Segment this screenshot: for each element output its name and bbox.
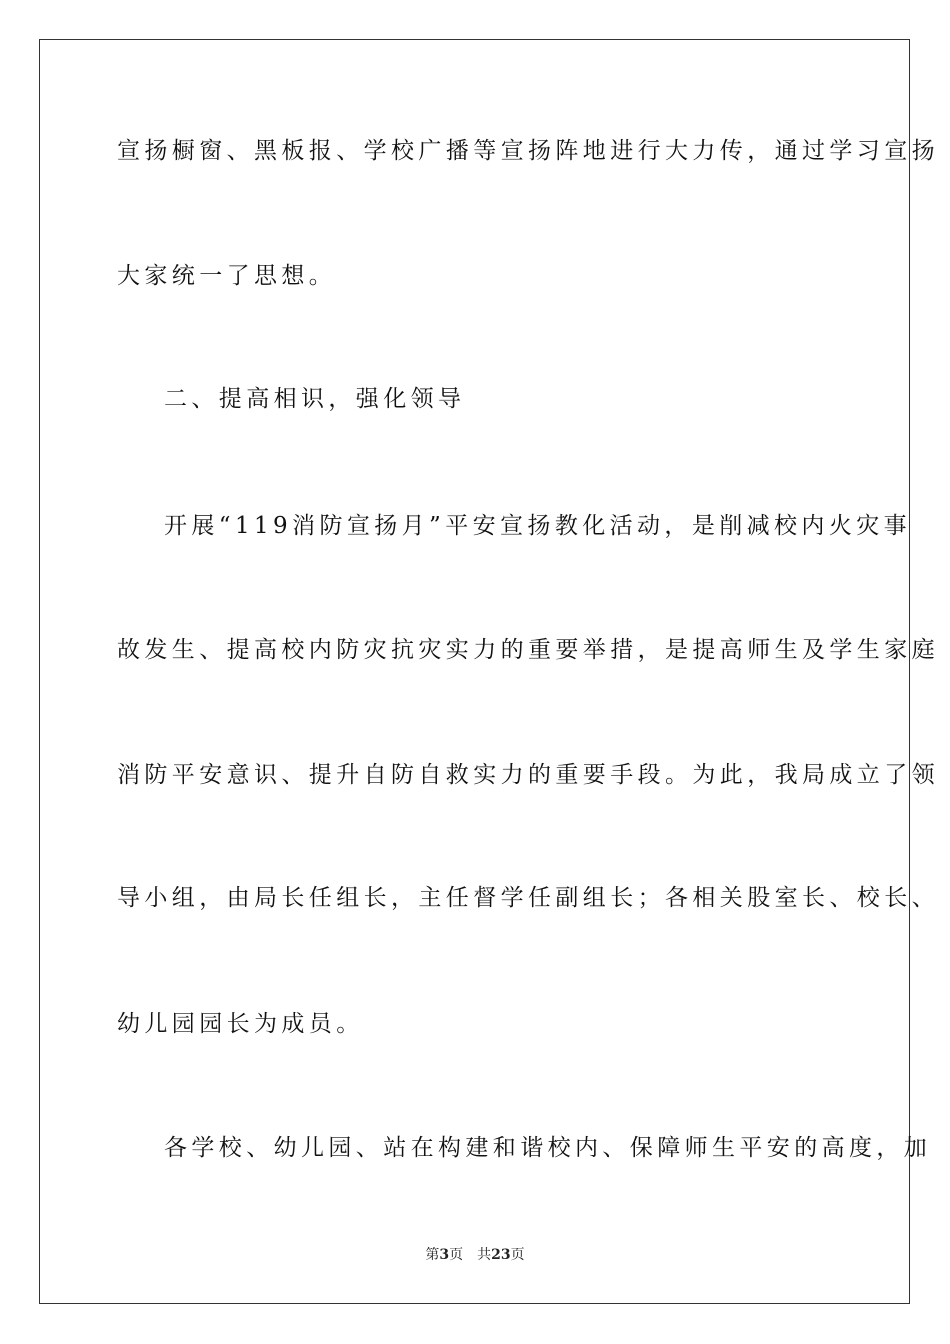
paragraph-3-line-2: 故发生、提高校内防灾抗灾实力的重要举措，是提高师生及学生家庭 — [117, 637, 939, 663]
total-prefix: 共 — [477, 1247, 492, 1263]
page-footer — [0, 1246, 950, 1264]
paragraph-4-line-1: 各学校、幼儿园、站在构建和谐校内、保障师生平安的高度，加 — [164, 1135, 932, 1161]
paragraph-3-line-1: 开展“119消防宣扬月”平安宣扬教化活动，是削减校内火灾事 — [164, 513, 912, 539]
paragraph-3-line-5: 幼儿园园长为成员。 — [117, 1011, 364, 1037]
section-heading: 二、提高相识，强化领导 — [164, 386, 466, 412]
total-pages: 23 — [491, 1247, 511, 1263]
paragraph-3-line-4: 导小组，由局长任组长，主任督学任副组长；各相关股室长、校长、 — [117, 885, 939, 911]
total-suffix: 页 — [510, 1247, 525, 1263]
paragraph-1-line-2: 大家统一了思想。 — [117, 263, 337, 289]
page-suffix: 页 — [449, 1247, 464, 1263]
paragraph-3-line-3: 消防平安意识、提升自防自救实力的重要手段。为此，我局成立了领 — [117, 762, 939, 788]
page-border — [39, 39, 939, 1304]
paragraph-1-line-1: 宣扬橱窗、黑板报、学校广播等宣扬阵地进行大力传，通过学习宣扬 — [117, 138, 939, 164]
page-prefix: 第 — [425, 1247, 440, 1263]
page-number: 3 — [439, 1247, 450, 1263]
